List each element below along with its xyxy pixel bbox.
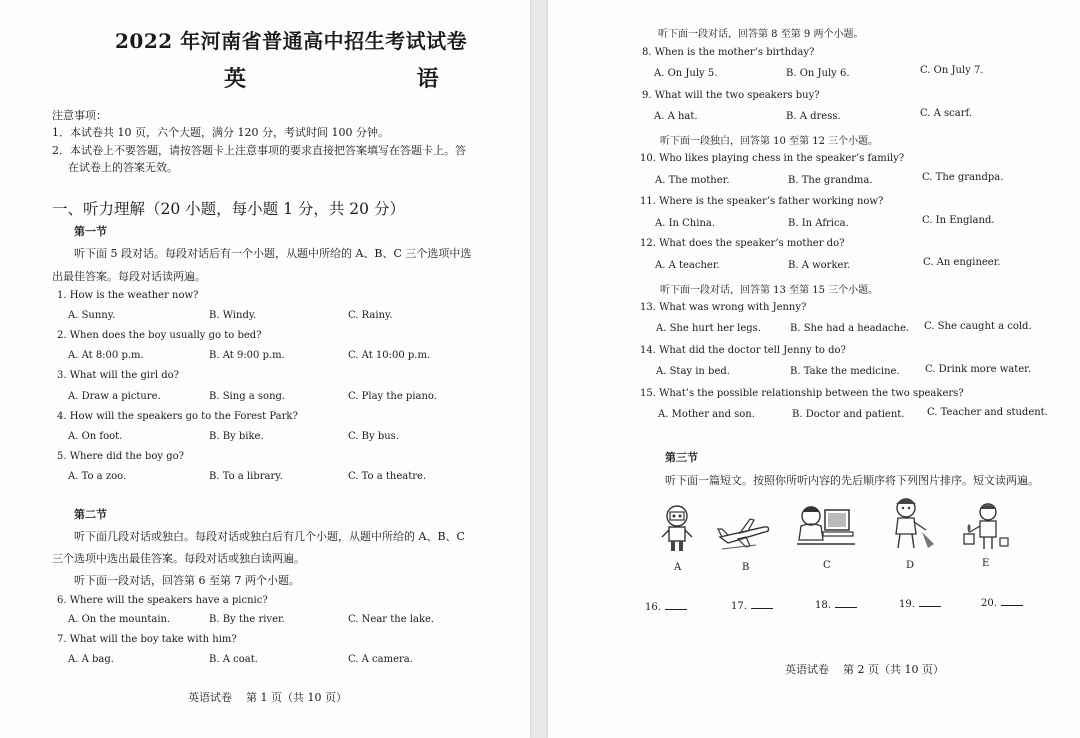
answer-blank [919, 597, 941, 607]
option-7b: B. A coat. [209, 654, 258, 665]
question-6: 6. Where will the speakers have a picnic? [57, 595, 268, 606]
option-7a: A. A bag. [68, 654, 114, 665]
option-15a: A. Mother and son. [658, 409, 755, 420]
picture-a-robot-icon [656, 503, 698, 555]
option-13c: C. She caught a cold. [924, 321, 1032, 332]
exam-page-1 [0, 0, 530, 738]
option-13a: A. She hurt her legs. [656, 323, 761, 334]
page-1-footer: 英语试卷 第 1 页（共 10 页） [188, 691, 347, 704]
answer-slot-18 [815, 598, 857, 611]
note-line-1: 1．本试卷共 10 页，六个大题，满分 120 分，考试时间 100 分钟。 [52, 126, 389, 139]
option-8b: B. On July 6. [786, 68, 850, 79]
note-line-2: 2．本试卷上不要答题，请按答题卡上注意事项的要求直接把答案填写在答题卡上。答 [52, 144, 466, 157]
question-9: 9. What will the two speakers buy? [642, 90, 820, 101]
question-14: 14. What did the doctor tell Jenny to do? [640, 345, 846, 356]
option-14b: B. Take the medicine. [790, 366, 900, 377]
question-3: 3. What will the girl do? [57, 370, 180, 381]
option-9c: C. A scarf. [920, 108, 973, 119]
lead-13-15: 听下面一段对话，回答第 13 至第 15 三个小题。 [660, 285, 879, 296]
picture-label-a: A [674, 562, 682, 573]
question-12: 12. What does the speaker’s mother do? [640, 238, 845, 249]
option-4b: B. By bike. [209, 431, 264, 442]
part-2-instruction-3: 听下面一段对话，回答第 6 至第 7 两个小题。 [74, 574, 300, 587]
subject-title: 英 语 [224, 66, 467, 92]
question-4: 4. How will the speakers go to the Forest Park? [57, 411, 298, 422]
option-11b: B. In Africa. [788, 218, 849, 229]
picture-b-airplane-icon [716, 515, 772, 551]
option-5c: C. To a theatre. [348, 471, 427, 482]
picture-label-d: D [906, 560, 915, 571]
option-12c: C. An engineer. [923, 257, 1001, 268]
option-1b: B. Windy. [209, 310, 257, 321]
option-1c: C. Rainy. [348, 310, 393, 321]
part-2-instruction-2: 三个选项中选出最佳答案。每段对话或独白读两遍。 [52, 552, 305, 565]
question-13: 13. What was wrong with Jenny? [640, 302, 807, 313]
picture-d-girl-icon [886, 496, 938, 554]
part-1-instruction-1: 听下面 5 段对话。每段对话后有一个小题，从题中所给的 A、B、C 三个选项中选 [74, 247, 472, 260]
option-8c: C. On July 7. [920, 65, 984, 76]
option-5b: B. To a library. [209, 471, 283, 482]
option-6b: B. By the river. [209, 614, 285, 625]
answer-slot-number: 19. [899, 599, 915, 610]
option-1a: A. Sunny. [68, 310, 116, 321]
option-12b: B. A worker. [788, 260, 851, 271]
option-11c: C. In England. [922, 215, 995, 226]
option-5a: A. To a zoo. [68, 471, 127, 482]
exam-page-2 [548, 0, 1080, 738]
part-1-heading: 第一节 [74, 225, 107, 238]
option-4a: A. On foot. [68, 431, 123, 442]
option-6c: C. Near the lake. [348, 614, 435, 625]
option-11a: A. In China. [655, 218, 716, 229]
question-10: 10. Who likes playing chess in the speaker’s family? [640, 153, 905, 164]
question-2: 2. When does the boy usually go to bed? [57, 330, 262, 341]
option-7c: C. A camera. [348, 654, 413, 665]
option-12a: A. A teacher. [655, 260, 720, 271]
answer-slot-number: 20. [981, 598, 997, 609]
part-2-heading: 第二节 [74, 508, 107, 521]
answer-slot-17 [731, 599, 773, 612]
option-3a: A. Draw a picture. [68, 391, 161, 402]
answer-slot-19 [899, 597, 941, 610]
answer-blank [665, 600, 687, 610]
option-15b: B. Doctor and patient. [792, 409, 905, 420]
option-6a: A. On the mountain. [68, 614, 171, 625]
part-1-instruction-2: 出最佳答案。每段对话读两遍。 [52, 270, 206, 283]
answer-slot-20 [981, 596, 1023, 609]
picture-e-boy-plant-icon [960, 500, 1012, 552]
answer-slot-number: 18. [815, 600, 831, 611]
question-8: 8. When is the mother’s birthday? [642, 47, 815, 58]
option-2a: A. At 8:00 p.m. [68, 350, 144, 361]
option-9b: B. A dress. [786, 111, 841, 122]
answer-blank [835, 598, 857, 608]
picture-c-computer-icon [793, 500, 857, 550]
question-7: 7. What will the boy take with him? [57, 634, 237, 645]
part-3-instruction: 听下面一篇短文。按照你所听内容的先后顺序将下列图片排序。短文读两遍。 [665, 474, 1039, 487]
picture-label-c: C [823, 560, 831, 571]
answer-slot-number: 16. [645, 602, 661, 613]
option-9a: A. A hat. [654, 111, 698, 122]
option-14c: C. Drink more water. [925, 364, 1032, 375]
question-5: 5. Where did the boy go? [57, 451, 185, 462]
page-2-footer: 英语试卷 第 2 页（共 10 页） [785, 663, 944, 676]
exam-title: 2022 年河南省普通高中招生考试试卷 [115, 29, 468, 53]
notes-heading: 注意事项： [52, 109, 107, 122]
option-15c: C. Teacher and student. [927, 407, 1048, 418]
question-1: 1. How is the weather now? [57, 290, 199, 301]
option-2b: B. At 9:00 p.m. [209, 350, 285, 361]
option-13b: B. She had a headache. [790, 323, 910, 334]
lead-10-12: 听下面一段独白，回答第 10 至第 12 三个小题。 [660, 136, 879, 147]
picture-label-b: B [742, 562, 750, 573]
option-14a: A. Stay in bed. [656, 366, 730, 377]
picture-label-e: E [982, 558, 990, 569]
option-10c: C. The grandpa. [922, 172, 1004, 183]
answer-slot-number: 17. [731, 601, 747, 612]
option-3b: B. Sing a song. [209, 391, 286, 402]
part-2-instruction-1: 听下面几段对话或独白。每段对话或独白后有几个小题，从题中所给的 A、B、C [74, 530, 465, 543]
answer-blank [751, 599, 773, 609]
part-3-heading: 第三节 [665, 451, 698, 464]
answer-blank [1001, 596, 1023, 606]
section-1-heading: 一、听力理解（20 小题，每小题 1 分，共 20 分） [52, 200, 405, 218]
option-2c: C. At 10:00 p.m. [348, 350, 431, 361]
answer-slot-16 [645, 600, 687, 613]
note-line-3: 在试卷上的答案无效。 [68, 161, 178, 174]
question-15: 15. What’s the possible relationship between the two speakers? [640, 388, 964, 399]
option-10b: B. The grandma. [788, 175, 873, 186]
question-11: 11. Where is the speaker’s father working now? [640, 196, 884, 207]
option-3c: C. Play the piano. [348, 391, 437, 402]
lead-8-9: 听下面一段对话，回答第 8 至第 9 两个小题。 [658, 29, 864, 40]
option-10a: A. The mother. [655, 175, 730, 186]
option-8a: A. On July 5. [654, 68, 718, 79]
option-4c: C. By bus. [348, 431, 399, 442]
